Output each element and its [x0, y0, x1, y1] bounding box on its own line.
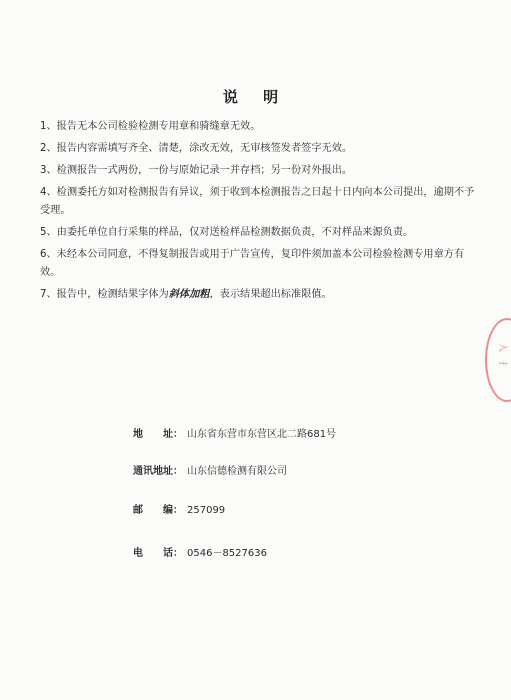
item-number: 6、 — [40, 249, 57, 260]
instruction-list — [40, 118, 480, 308]
phone-value: 0546－8527636 — [187, 548, 267, 559]
red-seal-stamp — [485, 318, 511, 402]
list-item — [40, 184, 480, 220]
item-text-emphasis: 斜体加粗 — [168, 289, 210, 300]
item-text: 检测委托方如对检测报告有异议，须于收到本检测报告之日起十日内向本公司提出，逾期不予受理。 — [40, 187, 475, 216]
contact-postcode-row — [133, 501, 225, 516]
list-item — [40, 286, 480, 304]
document-title: 说 明 — [222, 88, 289, 106]
address-value: 山东省东营市东营区北二路681号 — [187, 429, 337, 440]
list-item — [40, 224, 480, 242]
stamp-text: 入 扌 — [497, 342, 508, 371]
item-text: 检测报告一式两份，一份与原始记录一并存档；另一份对外报出。 — [56, 165, 353, 176]
contact-unit-row — [133, 462, 287, 477]
phone-label: 电 话： — [133, 548, 183, 559]
item-text-before: 报告中，检测结果字体为 — [56, 289, 169, 300]
item-text: 未经本公司同意，不得复制报告或用于广告宣传，复印件须加盖本公司检验检测专用章方有效。 — [40, 249, 465, 278]
item-number: 7、 — [40, 289, 57, 300]
address-label: 地 址： — [133, 429, 183, 440]
contact-address-row — [133, 425, 336, 440]
contact-phone-row — [133, 544, 267, 559]
postcode-value: 257099 — [187, 505, 226, 516]
postcode-label: 邮 编： — [133, 505, 183, 516]
item-number: 2、 — [40, 143, 57, 154]
item-text-after: ，表示结果超出标准限值。 — [209, 289, 332, 300]
item-text: 由委托单位自行采集的样品，仅对送检样品检测数据负责，不对样品来源负责。 — [56, 227, 414, 238]
item-number: 5、 — [40, 227, 57, 238]
list-item — [40, 162, 480, 180]
item-text: 报告无本公司检验检测专用章和骑缝章无效。 — [56, 121, 261, 132]
unit-value: 山东信德检测有限公司 — [187, 466, 287, 477]
list-item — [40, 118, 480, 136]
item-number: 4、 — [40, 187, 57, 198]
item-text: 报告内容需填写齐全、清楚，涂改无效，无审核签发者签字无效。 — [56, 143, 353, 154]
item-number: 1、 — [40, 121, 57, 132]
item-number: 3、 — [40, 165, 57, 176]
unit-label: 通讯地址： — [133, 466, 183, 477]
list-item — [40, 140, 480, 158]
list-item — [40, 246, 480, 282]
